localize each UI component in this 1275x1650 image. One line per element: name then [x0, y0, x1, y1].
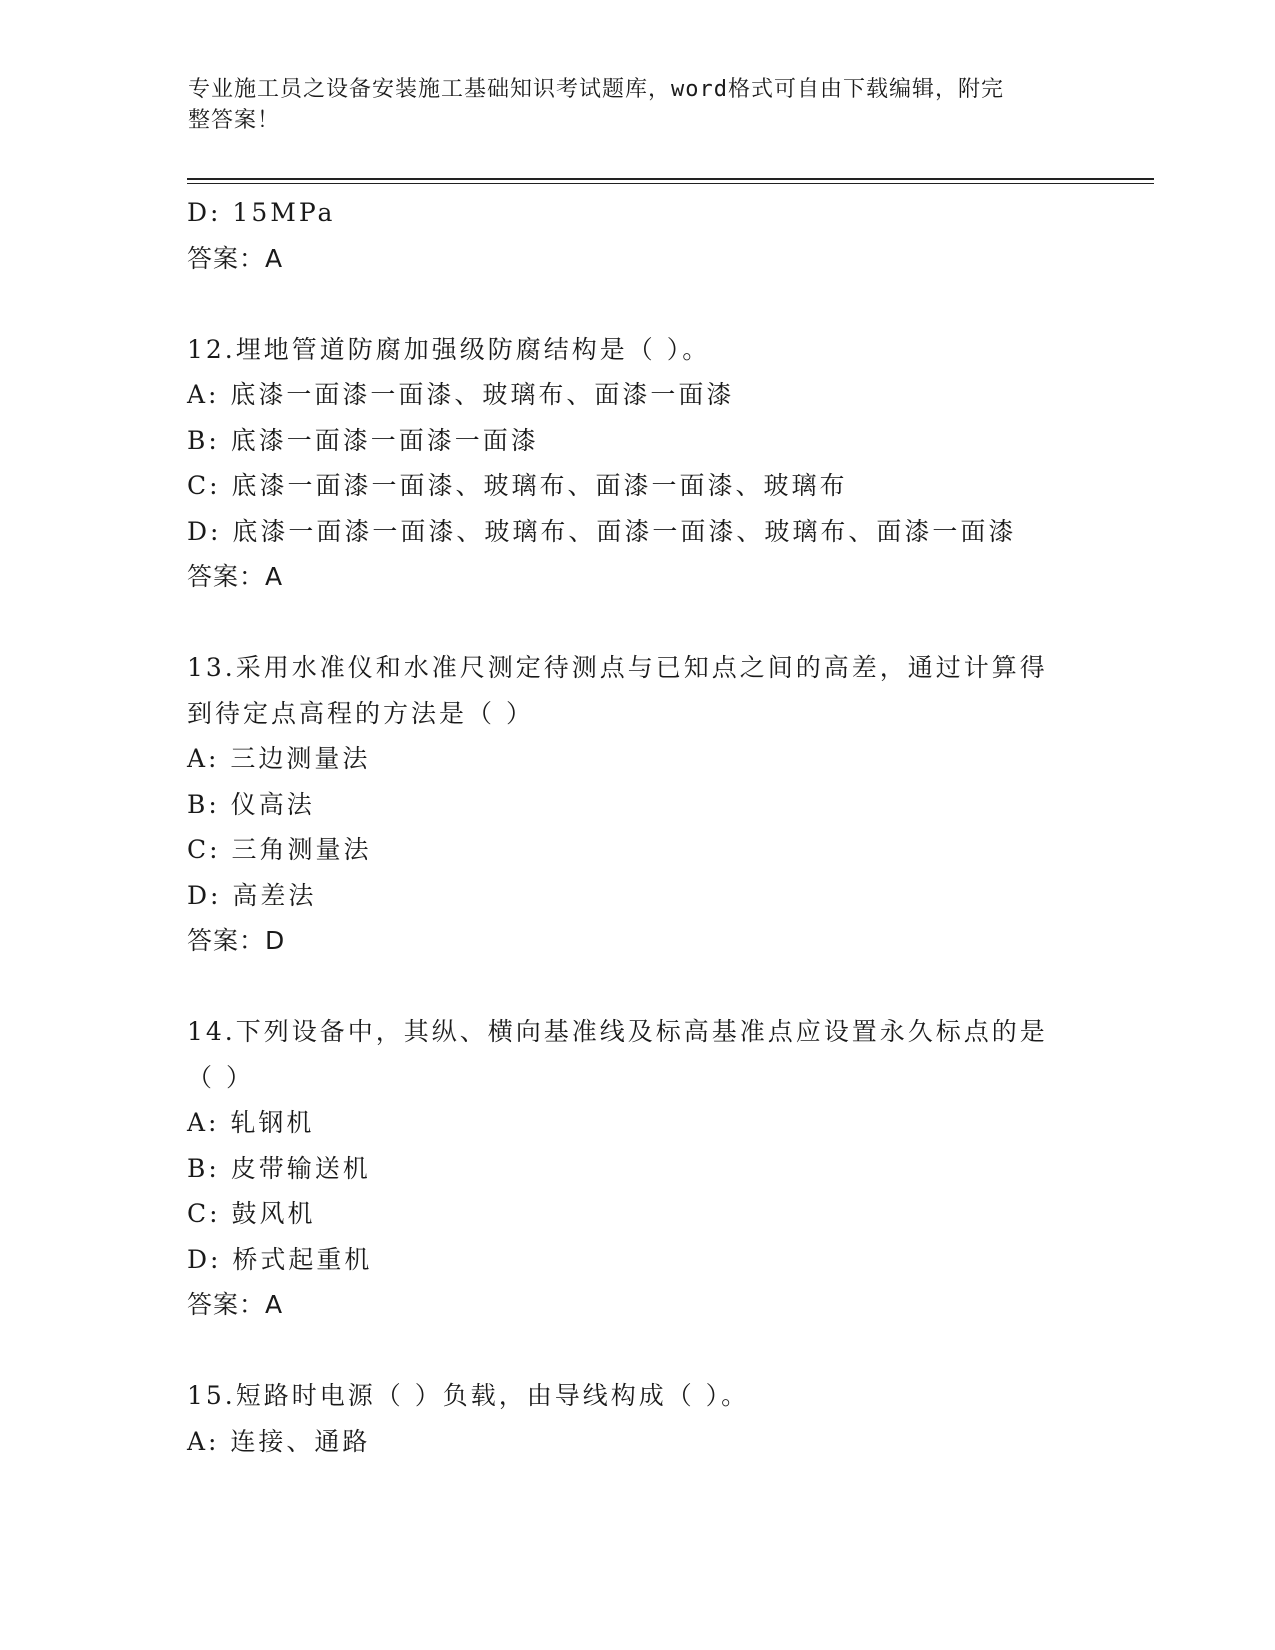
- header-line-1: 专业施工员之设备安装施工基础知识考试题库，word格式可自由下载编辑，附完: [188, 77, 1004, 102]
- q13-option-d: D: 高差法: [187, 880, 317, 910]
- q13-option-c: C: 三角测量法: [187, 835, 372, 864]
- q14-option-d: D: 桥式起重机: [187, 1244, 373, 1274]
- header-line-2: 整答案！: [188, 108, 281, 133]
- q15-option-a: A: 连接、通路: [187, 1426, 371, 1456]
- q14-option-b: B: 皮带输送机: [187, 1153, 371, 1183]
- q12-option-c: C: 底漆一面漆一面漆、玻璃布、面漆一面漆、玻璃布: [187, 471, 848, 500]
- q12-answer: 答案：A: [187, 562, 284, 591]
- q14-option-a: A: 轧钢机: [187, 1108, 315, 1137]
- q14-option-c: C: 鼓风机: [187, 1199, 316, 1228]
- q12-option-d: D: 底漆一面漆一面漆、玻璃布、面漆一面漆、玻璃布、面漆一面漆: [187, 516, 1017, 546]
- q13-stem-line-2: 到待定点高程的方法是（ ）: [187, 698, 534, 728]
- spacer: [187, 1328, 1147, 1374]
- q12-option-a: A: 底漆一面漆一面漆、玻璃布、面漆一面漆: [187, 380, 735, 409]
- q15-stem: 15.短路时电源（ ）负载，由导线构成（ ）。: [187, 1381, 750, 1410]
- question-list: [187, 190, 1147, 1464]
- prev-option-d: D: 15MPa: [187, 198, 336, 227]
- document-header: [188, 74, 1088, 136]
- q13-option-b: B: 仪高法: [187, 789, 315, 819]
- q12-option-b: B: 底漆一面漆一面漆一面漆: [187, 425, 539, 455]
- header-rule-thick: [187, 178, 1154, 180]
- q14-stem-line-1: 14.下列设备中，其纵、横向基准线及标高基准点应设置永久标点的是: [187, 1017, 1048, 1046]
- spacer: [187, 281, 1147, 327]
- q13-stem-line-1: 13.采用水准仪和水准尺测定待测点与已知点之间的高差，通过计算得: [187, 653, 1048, 682]
- q14-answer: 答案：A: [187, 1290, 284, 1319]
- spacer: [187, 600, 1147, 646]
- q13-option-a: A: 三边测量法: [187, 744, 371, 773]
- header-rule-thin: [187, 183, 1154, 184]
- q13-answer: 答案：D: [187, 926, 286, 955]
- prev-answer: 答案：A: [187, 243, 284, 273]
- q14-stem-line-2: （ ）: [187, 1062, 254, 1092]
- q12-stem: 12.埋地管道防腐加强级防腐结构是（ ）。: [187, 334, 711, 364]
- spacer: [187, 964, 1147, 1010]
